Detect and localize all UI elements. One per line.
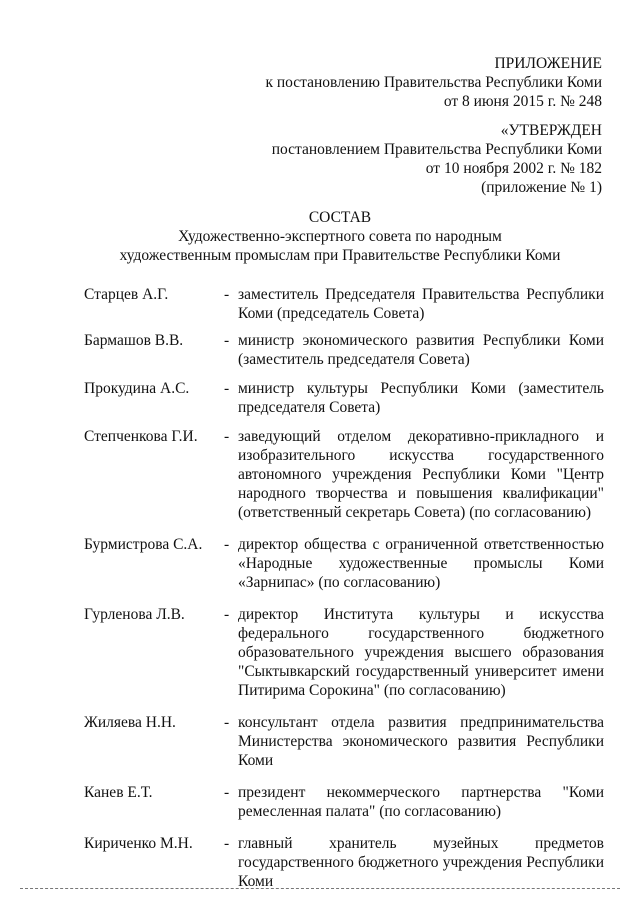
member-name: Жиляева Н.Н. <box>84 714 176 731</box>
member-name: Бармашов В.В. <box>84 332 184 349</box>
member-name: Канев Е.Т. <box>84 784 153 801</box>
member-role: консультант отдела развития предпринимательства Министерства экономического развития Республики Коми <box>238 714 604 769</box>
appendix-ref: к постановлению Правительства Республики Коми <box>265 74 602 91</box>
member-role: министр культуры Республики Коми (заместитель председателя Совета) <box>238 380 604 416</box>
member-role: заместитель Председателя Правительства Республики Коми (председатель Совета) <box>238 286 604 322</box>
member-row <box>84 379 604 417</box>
member-row <box>84 285 604 323</box>
member-name: Бурмистрова С.А. <box>84 536 203 553</box>
member-dash: - <box>224 380 230 397</box>
member-dash: - <box>224 428 230 445</box>
member-dash: - <box>224 536 230 553</box>
member-dash: - <box>224 286 230 303</box>
title-line-3: художественным промыслам при Правительстве Республики Коми <box>119 247 561 264</box>
member-name: Гурленова Л.В. <box>84 606 185 623</box>
member-name: Прокудина А.С. <box>84 380 190 397</box>
title-heading: СОСТАВ <box>308 209 372 226</box>
member-row <box>84 783 604 821</box>
member-row <box>84 834 604 891</box>
member-row <box>84 713 604 770</box>
header-block <box>265 54 602 197</box>
members-list <box>84 285 604 891</box>
member-role: директор Института культуры и искусства федерального государственного бюджетного образовательного учреждения высшего образования "Сыктывкарский государственный университет имени Питирима Сорокина" (по согласованию) <box>238 606 604 699</box>
member-role: директор общества с ограниченной ответственностью «Народные художественные промыслы Коми «Зарнипас» (по согласованию) <box>238 536 604 591</box>
title-line-2: Художественно-экспертного совета по народным <box>178 228 502 245</box>
scan-edge-line <box>20 888 620 889</box>
member-name: Кириченко М.Н. <box>84 835 193 852</box>
approved-appendix: (приложение № 1) <box>481 179 602 196</box>
member-row <box>84 605 604 700</box>
member-name: Старцев А.Г. <box>84 286 169 303</box>
member-row <box>84 535 604 592</box>
member-role: президент некоммерческого партнерства "Коми ремесленная палата" (по согласованию) <box>238 784 604 820</box>
member-dash: - <box>224 332 230 349</box>
approved-ref: постановлением Правительства Республики Коми <box>271 141 602 158</box>
approved-date: от 10 ноября 2002 г. № 182 <box>425 160 602 177</box>
appendix-label: ПРИЛОЖЕНИЕ <box>494 55 602 72</box>
approved-label: «УТВЕРЖДЕН <box>500 122 602 139</box>
member-row <box>84 331 604 369</box>
member-name: Степченкова Г.И. <box>84 428 198 445</box>
appendix-date: от 8 июня 2015 г. № 248 <box>443 93 602 110</box>
member-dash: - <box>224 606 230 623</box>
document-title <box>60 208 620 265</box>
member-role: главный хранитель музейных предметов государственного бюджетного учреждения Республики Коми <box>238 835 604 890</box>
member-dash: - <box>224 835 230 852</box>
member-role: министр экономического развития Республики Коми (заместитель председателя Совета) <box>238 332 604 368</box>
member-row <box>84 427 604 522</box>
member-dash: - <box>224 784 230 801</box>
member-dash: - <box>224 714 230 731</box>
member-role: заведующий отделом декоративно-прикладного и изобразительного искусства государственного автономного учреждения Республики Коми "Центр народного творчества и повышения квалификации" (ответственный секретарь Совета) (по согласованию) <box>238 428 604 521</box>
